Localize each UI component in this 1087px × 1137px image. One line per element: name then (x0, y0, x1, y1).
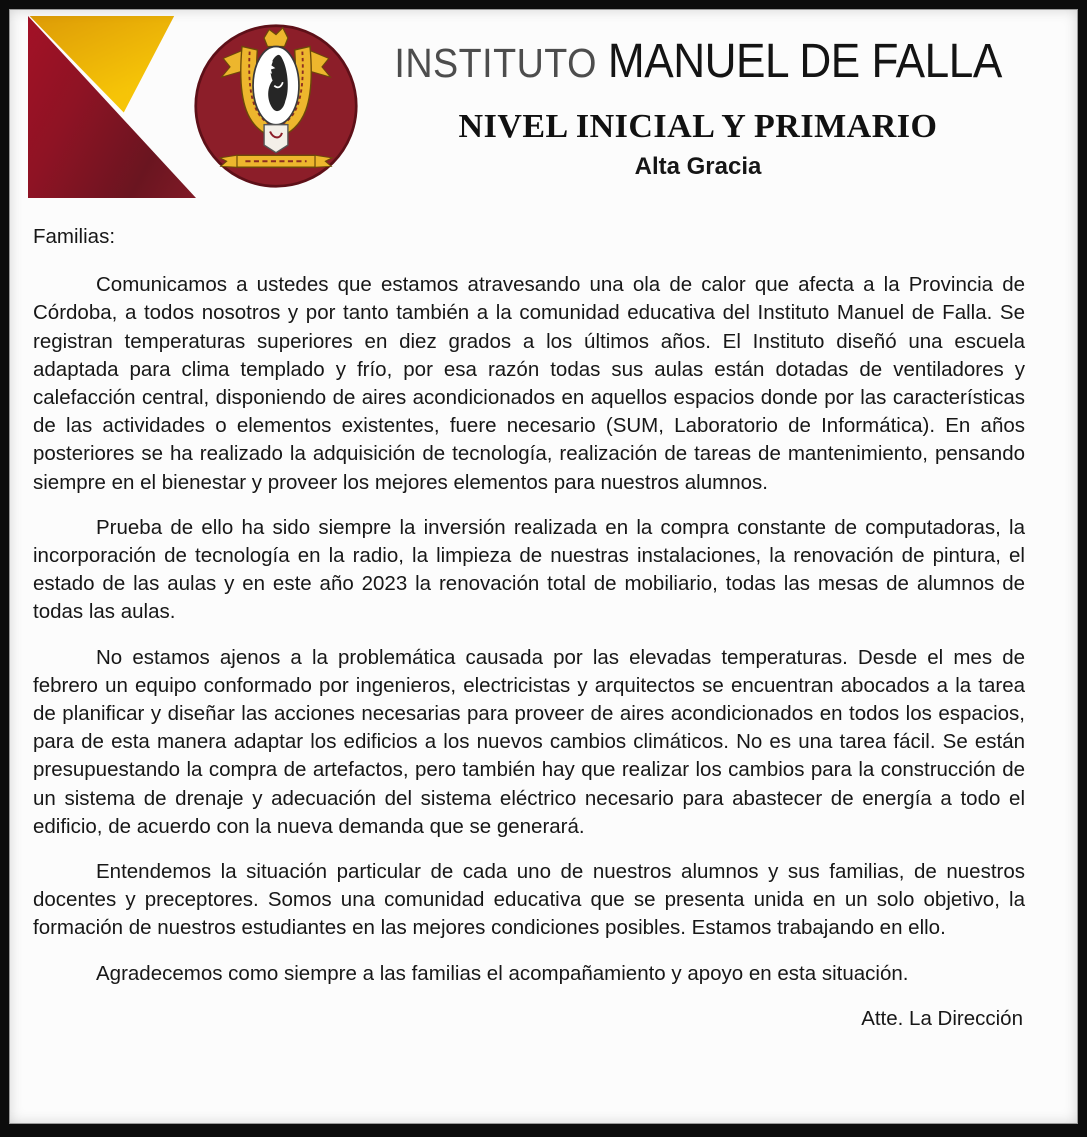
institute-title-prefix: INSTITUTO (394, 40, 608, 86)
school-crest-logo (191, 21, 361, 191)
paragraph-5: Agradecemos como siempre a las familias el acompañamiento y apoyo en esta situación. (96, 961, 909, 985)
level-subtitle: NIVEL INICIAL Y PRIMARIO (458, 108, 938, 145)
signature: Atte. La Dirección (861, 1006, 1023, 1030)
letterhead (368, 36, 1028, 181)
crest-icon (191, 21, 361, 191)
institute-title (394, 36, 1001, 99)
letter-body (33, 223, 1025, 1033)
city-line: Alta Gracia (634, 153, 762, 180)
salutation: Familias: (33, 225, 116, 248)
corner-triangles-decoration (28, 16, 196, 198)
paragraph-2: Prueba de ello ha sido siempre la inversión realizada en la compra constante de computadoras, la incorporación de tecnología en la radio, la limpieza de nuestras instalaciones, la renovación de pintura, el estado de las aulas y en este año 2023 la renovación total de mobiliario, todas las mesas de alumnos de todas las aulas. (33, 515, 1025, 624)
paragraph-1: Comunicamos a ustedes que estamos atravesando una ola de calor que afecta a la Provincia de Córdoba, a todos nosotros y por tanto también a la comunidad educativa del Instituto Manuel de Falla. Se registran temperaturas superiores en diez grados a los últimos años. El Instituto diseñó una escuela adaptada para clima templado y frío, por esa razón todas sus aulas están dotadas de ventiladores y calefacción central, disponiendo de aires acondicionados en aquellos espacios donde por las características de las actividades o elementos existentes, fuere necesario (SUM, Laboratorio de Informática). En años posteriores se ha realizado la adquisición de tecnología, realización de tareas de mantenimiento, pensando siempre en el bienestar y proveer los mejores elementos para nuestros alumnos. (33, 273, 1025, 494)
institute-title-name: MANUEL DE FALLA (607, 35, 1002, 88)
paragraph-4: Entendemos la situación particular de cada uno de nuestros alumnos y sus familias, de nuestros docentes y preceptores. Somos una comunidad educativa que se presenta unida en un solo objetivo, la formación de nuestros estudiantes en las mejores condiciones posibles. Estamos trabajando en ello. (33, 860, 1025, 940)
paragraph-3: No estamos ajenos a la problemática causada por las elevadas temperaturas. Desde el mes de febrero un equipo conformado por ingenieros, electricistas y arquitectos se encuentran abocados a la tarea de planificar y diseñar las acciones necesarias para proveer de aires acondicionados en todos los espacios, para de esta manera adaptar los edificios a los nuevos cambios climáticos. No es una tarea fácil. Se están presupuestando la compra de artefactos, pero también hay que realizar los cambios para la construcción de un sistema de drenaje y adecuación del sistema eléctrico necesario para abastecer de energía a todo el edificio, de acuerdo con la nueva demanda que se generará. (33, 645, 1025, 838)
